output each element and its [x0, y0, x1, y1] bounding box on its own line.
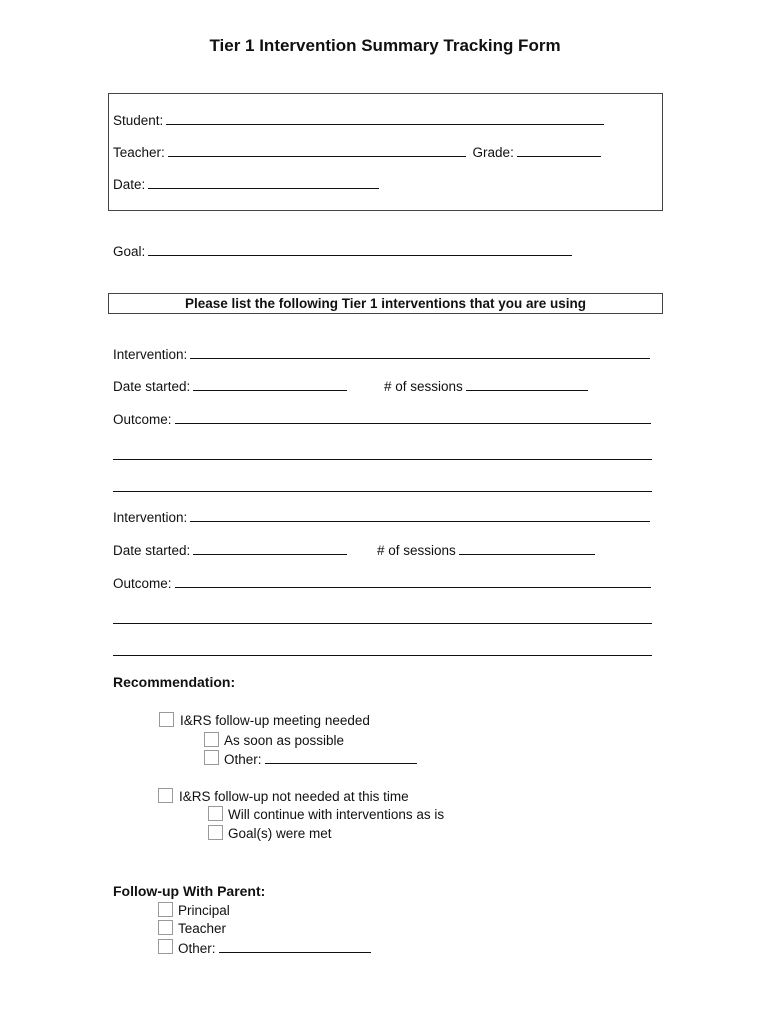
outcome-line[interactable] [175, 575, 651, 588]
other-line[interactable] [265, 751, 417, 764]
outcome-1-extra-line[interactable] [113, 491, 652, 492]
date-started-label: Date started: [113, 543, 191, 558]
goals-met-label: Goal(s) were met [228, 826, 332, 841]
followup-other-line[interactable] [219, 940, 371, 953]
followup-other-label: Other: [178, 941, 216, 956]
needed-label: I&RS follow-up meeting needed [180, 713, 370, 728]
sessions-2-field[interactable] [377, 542, 595, 558]
date-started-label: Date started: [113, 379, 191, 394]
followup-other-field[interactable] [178, 940, 371, 956]
date-field[interactable] [113, 176, 379, 192]
date-started-line[interactable] [193, 378, 347, 391]
principal-checkbox[interactable] [158, 902, 173, 917]
teacher-label: Teacher: [113, 145, 165, 160]
other-field[interactable] [224, 751, 417, 767]
date-started-line[interactable] [193, 542, 347, 555]
continue-checkbox[interactable] [208, 806, 223, 821]
outcome-line[interactable] [175, 411, 651, 424]
not-needed-label: I&RS follow-up not needed at this time [179, 789, 409, 804]
followup-heading: Follow-up With Parent: [113, 883, 266, 899]
teacher-line[interactable] [168, 144, 466, 157]
recommendation-heading: Recommendation: [113, 674, 236, 690]
outcome-label: Outcome: [113, 576, 172, 591]
principal-label: Principal [178, 903, 230, 918]
outcome-1-field[interactable] [113, 411, 651, 427]
sessions-line[interactable] [459, 542, 595, 555]
sessions-label: # of sessions [377, 543, 456, 558]
outcome-2-extra-line[interactable] [113, 655, 652, 656]
goal-line[interactable] [148, 243, 572, 256]
date-started-2-field[interactable] [113, 542, 347, 558]
outcome-1-extra-line[interactable] [113, 459, 652, 460]
outcome-2-extra-line[interactable] [113, 623, 652, 624]
outcome-label: Outcome: [113, 412, 172, 427]
page-title: Tier 1 Intervention Summary Tracking Form [209, 36, 561, 55]
goal-label: Goal: [113, 244, 146, 259]
date-label: Date: [113, 177, 146, 192]
followup-other-checkbox[interactable] [158, 939, 173, 954]
teacher-field[interactable] [113, 144, 601, 160]
grade-line[interactable] [517, 144, 601, 157]
goals-met-checkbox[interactable] [208, 825, 223, 840]
student-field[interactable] [113, 112, 604, 128]
needed-checkbox[interactable] [159, 712, 174, 727]
intervention-line[interactable] [190, 509, 650, 522]
student-line[interactable] [166, 112, 604, 125]
intervention-label: Intervention: [113, 347, 188, 362]
sessions-1-field[interactable] [384, 378, 588, 394]
grade-label: Grade: [472, 145, 514, 160]
student-label: Student: [113, 113, 164, 128]
intervention-1-field[interactable] [113, 346, 650, 362]
asap-checkbox[interactable] [204, 732, 219, 747]
asap-label: As soon as possible [224, 733, 345, 748]
sessions-line[interactable] [466, 378, 588, 391]
continue-label: Will continue with interventions as is [228, 807, 445, 822]
other-label: Other: [224, 752, 262, 767]
goal-field[interactable] [113, 243, 572, 259]
date-started-1-field[interactable] [113, 378, 347, 394]
sessions-label: # of sessions [384, 379, 463, 394]
other-checkbox[interactable] [204, 750, 219, 765]
not-needed-checkbox[interactable] [158, 788, 173, 803]
intervention-line[interactable] [190, 346, 650, 359]
outcome-2-field[interactable] [113, 575, 651, 591]
teacher-checkbox[interactable] [158, 920, 173, 935]
intervention-label: Intervention: [113, 510, 188, 525]
interventions-banner: Please list the following Tier 1 interventions that you are using [108, 293, 663, 314]
teacher-label: Teacher [178, 921, 227, 936]
date-line[interactable] [148, 176, 379, 189]
intervention-2-field[interactable] [113, 509, 650, 525]
